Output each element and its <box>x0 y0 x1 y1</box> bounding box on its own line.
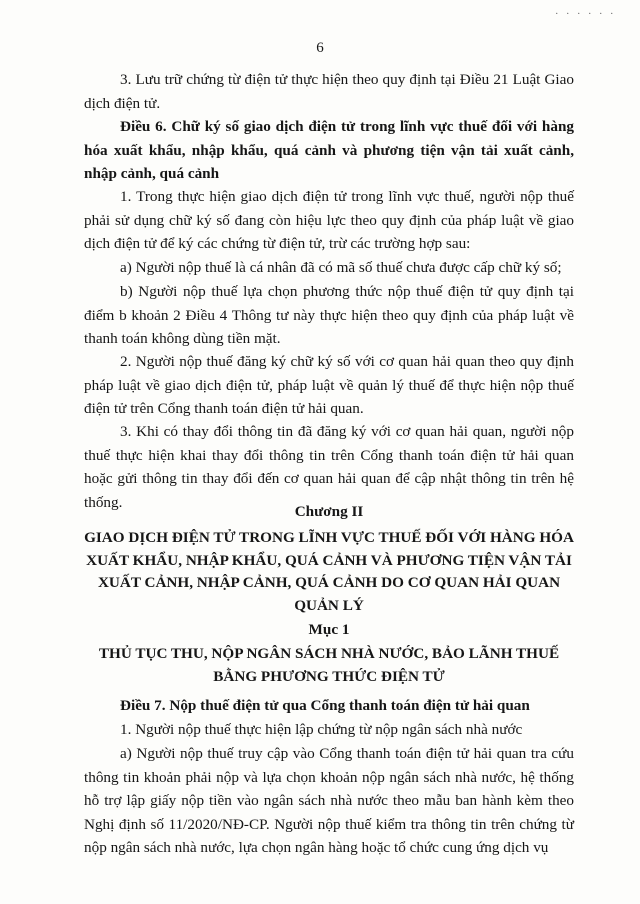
section-label: Mục 1 <box>308 621 350 638</box>
article6-clause1: 1. Trong thực hiện giao dịch điện tử trong lĩnh vực thuế, người nộp thuế phải sử dụng chữ ký số đang còn hiệu lực theo quy định của pháp luật về giao dịch điện tử để ký các chứng từ điện tử, trừ các trường hợp sau: <box>84 188 574 253</box>
corner-marks: . . . . . . <box>555 6 616 17</box>
article6-heading: Điều 6. Chữ ký số giao dịch điện tử trong lĩnh vực thuế đối với hàng hóa xuất khẩu, nhập khẩu, quá cảnh và phương tiện vận tải xuất cảnh, nhập cảnh, quá cảnh <box>84 118 574 183</box>
paragraph-article5-clause3: 3. Lưu trữ chứng từ điện tử thực hiện theo quy định tại Điều 21 Luật Giao dịch điện tử. <box>84 71 574 112</box>
article6-clause1-point-b: b) Người nộp thuế lựa chọn phương thức nộp thuế điện tử quy định tại điểm b khoản 2 Điều 4 Thông tư này thực hiện theo quy định của pháp luật về thanh toán không dùng tiền mặt. <box>84 283 574 348</box>
chapter-title: GIAO DỊCH ĐIỆN TỬ TRONG LĨNH VỰC THUẾ ĐỐI VỚI HÀNG HÓA XUẤT KHẨU, NHẬP KHẨU, QUÁ CẢNH VÀ PHƯƠNG TIỆN VẬN TẢI XUẤT CẢNH, NHẬP CẢNH, QUÁ CẢNH DO CƠ QUAN HẢI QUAN QUẢN LÝ <box>84 529 574 614</box>
article6-clause3: 3. Khi có thay đổi thông tin đã đăng ký với cơ quan hải quan, người nộp thuế thực hiện khai thay đổi thông tin trên Cổng thanh toán điện tử hải quan hoặc gửi thông tin thay đổi đến cơ quan hải quan để cập nhật thông tin trên hệ thống. <box>84 423 574 511</box>
page-number: 6 <box>316 40 324 56</box>
chapter-label: Chương II <box>294 503 364 520</box>
article6-clause1-point-a: a) Người nộp thuế là cá nhân đã có mã số thuế chưa được cấp chữ ký số; <box>120 259 562 276</box>
article7-clause1: 1. Người nộp thuế thực hiện lập chứng từ nộp ngân sách nhà nước <box>120 721 523 738</box>
article7-clause1-point-a: a) Người nộp thuế truy cập vào Cổng thanh toán điện tử hải quan tra cứu thông tin khoản phải nộp và lựa chọn khoản nộp ngân sách nhà nước, hệ thống hỗ trợ lập giấy nộp tiền vào ngân sách nhà nước theo mẫu ban hành kèm theo Nghị định số 11/2020/NĐ-CP. Người nộp thuế kiểm tra thông tin trên chứng từ nộp ngân sách nhà nước, lựa chọn ngân hàng hoặc tổ chức cung ứng dịch vụ <box>84 745 574 857</box>
article6-clause2: 2. Người nộp thuế đăng ký chữ ký số với cơ quan hải quan theo quy định pháp luật về giao dịch điện tử, pháp luật về quản lý thuế để thực hiện nộp thuế điện tử trên Cổng thanh toán điện tử hải quan. <box>84 353 574 418</box>
section-title: THỦ TỤC THU, NỘP NGÂN SÁCH NHÀ NƯỚC, BẢO LÃNH THUẾ BẰNG PHƯƠNG THỨC ĐIỆN TỬ <box>98 645 560 685</box>
article7-heading: Điều 7. Nộp thuế điện tử qua Cổng thanh toán điện tử hải quan <box>120 697 530 714</box>
